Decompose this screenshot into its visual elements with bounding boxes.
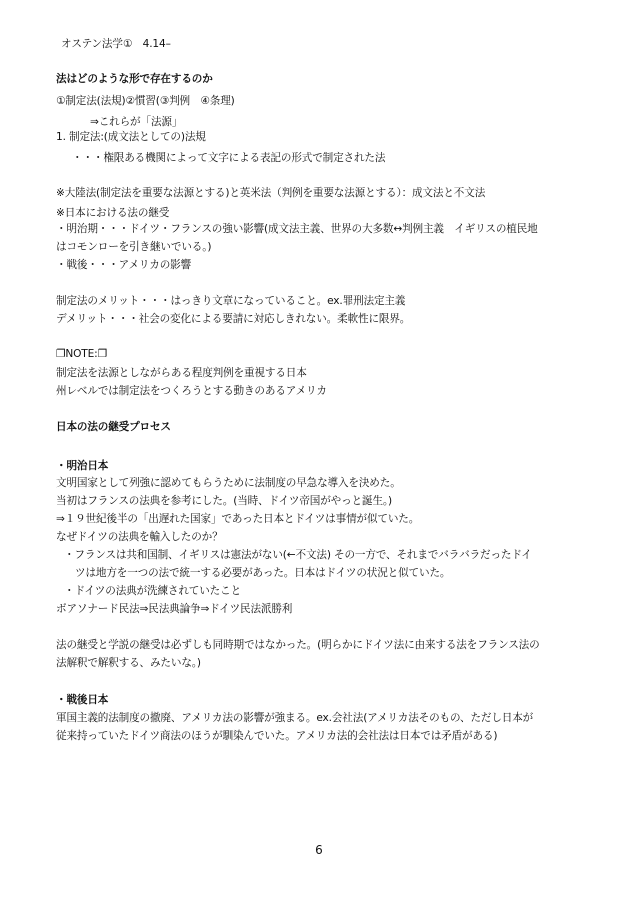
meiji-paragraph-3: ⇒１９世紀後半の「出遅れた国家」であった日本とドイツは事情が似ていた。 bbox=[56, 513, 420, 525]
reception-paragraph-b: 法解釈で解釈する、みたいな。) bbox=[56, 657, 201, 669]
postwar-japan-heading: ・戦後日本 bbox=[56, 694, 109, 706]
sources-list: ①制定法(法規)②慣習(③判例 ④条理) bbox=[56, 95, 235, 107]
item1-description: ・・・権限ある機関によって文字による表記の形式で制定された法 bbox=[72, 152, 386, 164]
meiji-paragraph-5b: ツは地方を一つの法で統一する必要があった。日本はドイツの状況と似ていた。 bbox=[75, 567, 451, 579]
meiji-paragraph-7: ボアソナード民法⇒民法典論争⇒ドイツ民法派勝利 bbox=[56, 603, 293, 615]
note-reception: ※日本における法の継受 bbox=[56, 207, 170, 219]
item1-title: 1. 制定法:(成文法としての)法規 bbox=[56, 131, 206, 143]
meiji-japan-heading: ・明治日本 bbox=[56, 460, 109, 472]
header-course: オステン法学① 4.14– bbox=[61, 38, 171, 50]
merit-line: 制定法のメリット・・・はっきり文章になっていること。ex.罪刑法定主義 bbox=[56, 295, 406, 307]
postwar-paragraph-a: 軍国主義的法制度の撤廃、アメリカ法の影響が強まる。ex.会社法(アメリカ法そのもの、ただし日本が bbox=[56, 712, 534, 724]
meiji-paragraph-1: 文明国家として列強に認めてもらうために法制度の早急な導入を決めた。 bbox=[56, 477, 401, 489]
meiji-paragraph-4: なぜドイツの法典を輸入したのか？ bbox=[56, 531, 223, 543]
meiji-paragraph-5a: ・フランスは共和国制、イギリスは憲法がない(←不文法) その一方で、それまでバラバラだったドイ bbox=[64, 549, 532, 561]
reception-paragraph-a: 法の継受と学説の継受は必ずしも同時期ではなかった。(明らかにドイツ法に由来する法をフランス法の bbox=[56, 639, 540, 651]
meiji-paragraph-2: 当初はフランスの法典を参考にした。(当時、ドイツ帝国がやっと誕生。) bbox=[56, 495, 393, 507]
postwar-line: ・戦後・・・アメリカの影響 bbox=[56, 259, 192, 271]
note-label: ❐NOTE:❐ bbox=[56, 348, 107, 360]
postwar-paragraph-b: 従来持っていたドイツ商法のほうが馴染んでいた。アメリカ法的会社法は日本では矛盾がある) bbox=[56, 730, 498, 742]
note-line-2: 州レベルでは制定法をつくろうとする動きのあるアメリカ bbox=[56, 385, 327, 397]
note-continental-law: ※大陸法(制定法を重要な法源とする)と英米法（判例を重要な法源とする）：成文法と不文法 bbox=[56, 187, 486, 199]
meiji-line-1: ・明治期・・・ドイツ・フランスの強い影響(成文法主義、世界の大多数↔判例主義 イギリスの植民地 bbox=[56, 223, 538, 235]
sources-note: ⇒これらが「法源」 bbox=[90, 116, 183, 128]
page-number: 6 bbox=[315, 843, 323, 857]
demerit-line: デメリット・・・社会の変化による要請に対応しきれない。柔軟性に限界。 bbox=[56, 313, 411, 325]
note-line-1: 制定法を法源としながらある程度判例を重視する日本 bbox=[56, 367, 307, 379]
section1-heading: 法はどのような形で存在するのか bbox=[56, 73, 213, 85]
meiji-paragraph-6: ・ドイツの法典が洗練されていたこと bbox=[64, 585, 242, 597]
section2-heading: 日本の法の継受プロセス bbox=[56, 421, 171, 433]
meiji-line-2: はコモンローを引き継いでいる。) bbox=[56, 241, 212, 253]
